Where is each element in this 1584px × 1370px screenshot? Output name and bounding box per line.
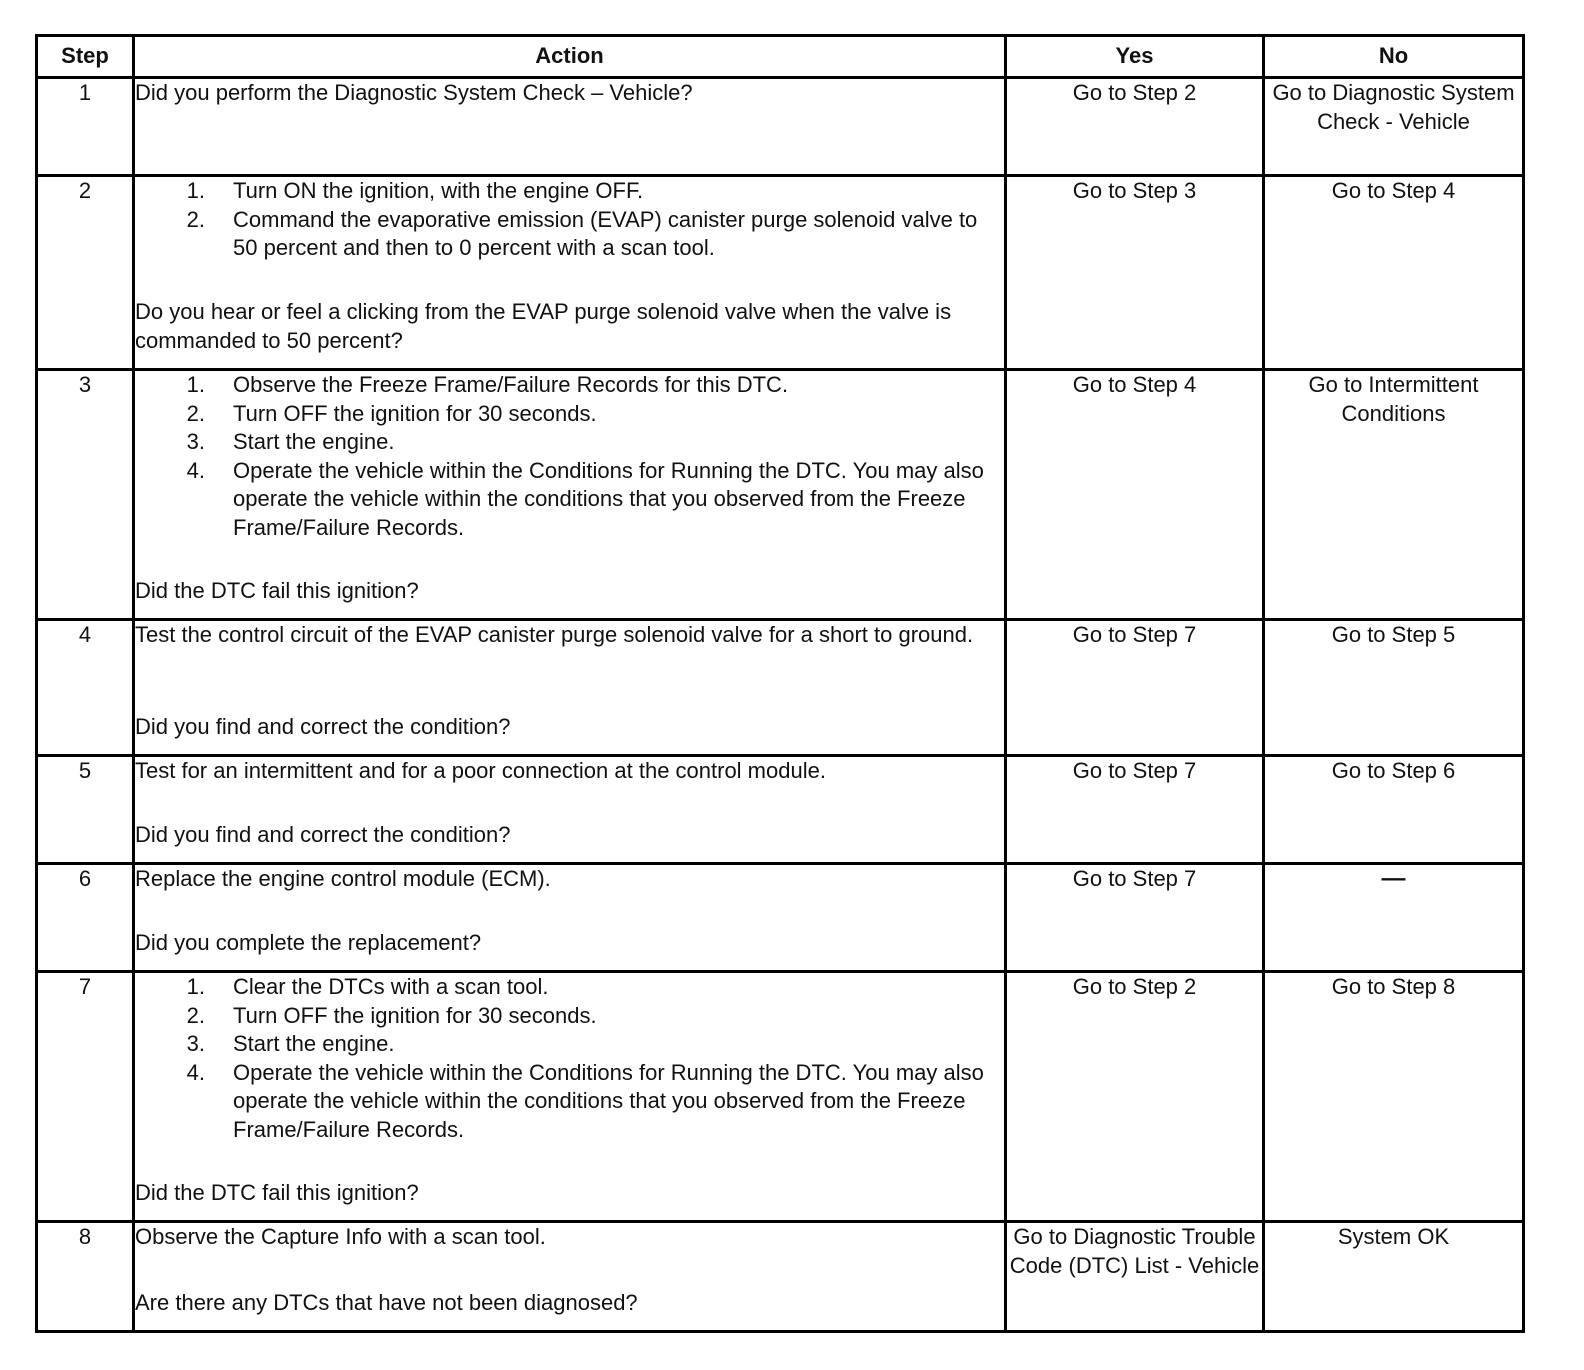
yes-cell: Go to Step 2 xyxy=(1006,78,1264,176)
list-item: 3. Start the engine. xyxy=(186,429,395,454)
question-text: Did you find and correct the condition? xyxy=(135,821,511,847)
action-cell xyxy=(134,176,1006,370)
action-text: Test the control circuit of the EVAP canister purge solenoid valve for a short to ground. xyxy=(135,622,974,647)
header-no: No xyxy=(1264,36,1524,78)
step-number: 7 xyxy=(37,972,134,1222)
yes-cell: Go to Step 4 xyxy=(1006,370,1264,620)
no-cell: Go to Step 8 xyxy=(1264,972,1524,1222)
question-text: Are there any DTCs that have not been diagnosed? xyxy=(135,1289,638,1315)
table-row xyxy=(37,756,1524,864)
list-item: 4. Operate the vehicle within the Conditions for Running the DTC. You may also operate the vehicle within the conditions that you observed from the Freeze Frame/Failure Records. xyxy=(186,1059,984,1142)
header-step: Step xyxy=(37,36,134,78)
list-item: 3. Start the engine. xyxy=(186,1031,395,1056)
action-cell xyxy=(134,1222,1006,1332)
list-item: 2. Turn OFF the ignition for 30 seconds. xyxy=(186,1002,597,1028)
action-cell xyxy=(134,972,1006,1222)
question-text: Did the DTC fail this ignition? xyxy=(135,1179,419,1205)
step-number: 4 xyxy=(37,620,134,756)
action-cell xyxy=(134,370,1006,620)
no-cell: System OK xyxy=(1264,1222,1524,1332)
step-number: 2 xyxy=(37,176,134,370)
dash-placeholder: — xyxy=(1381,865,1406,892)
diagnostic-table xyxy=(35,34,1525,1333)
list-item: 1. Clear the DTCs with a scan tool. xyxy=(186,974,549,999)
question-text: Do you hear or feel a clicking from the EVAP purge solenoid valve when the valve is commanded to 50 percent? xyxy=(135,299,952,353)
no-cell: Go to Step 4 xyxy=(1264,176,1524,370)
yes-cell: Go to Diagnostic Trouble Code (DTC) List - Vehicle xyxy=(1006,1222,1264,1332)
table-row xyxy=(37,370,1524,620)
list-item: 2. Command the evaporative emission (EVAP) canister purge solenoid valve to 50 percent and then to 0 percent with a scan tool. xyxy=(186,206,978,260)
table-row xyxy=(37,972,1524,1222)
yes-cell: Go to Step 7 xyxy=(1006,756,1264,864)
action-cell xyxy=(134,620,1006,756)
step-number: 5 xyxy=(37,756,134,864)
table-row xyxy=(37,1222,1524,1332)
list-item: 1. Turn ON the ignition, with the engine OFF. xyxy=(186,178,644,203)
action-text: Test for an intermittent and for a poor connection at the control module. xyxy=(135,758,826,783)
table-row xyxy=(37,78,1524,176)
step-number: 1 xyxy=(37,78,134,176)
action-cell xyxy=(134,756,1006,864)
yes-cell: Go to Step 7 xyxy=(1006,620,1264,756)
no-cell: Go to Diagnostic System Check - Vehicle xyxy=(1264,78,1524,176)
action-text: Observe the Capture Info with a scan tool. xyxy=(135,1224,546,1249)
instruction-list xyxy=(135,973,1004,1144)
header-row xyxy=(37,36,1524,78)
yes-cell: Go to Step 7 xyxy=(1006,864,1264,972)
no-cell: Go to Step 5 xyxy=(1264,620,1524,756)
list-item: 4. Operate the vehicle within the Conditions for Running the DTC. You may also operate the vehicle within the conditions that you observed from the Freeze Frame/Failure Records. xyxy=(186,457,984,540)
yes-cell: Go to Step 2 xyxy=(1006,972,1264,1222)
step-number: 6 xyxy=(37,864,134,972)
instruction-list xyxy=(135,177,1004,263)
no-cell: Go to Intermittent Conditions xyxy=(1264,370,1524,620)
instruction-list xyxy=(135,371,1004,542)
action-text: Replace the engine control module (ECM). xyxy=(135,866,551,891)
table-row xyxy=(37,620,1524,756)
table-row xyxy=(37,864,1524,972)
list-item: 2. Turn OFF the ignition for 30 seconds. xyxy=(186,400,597,426)
question-text: Did you complete the replacement? xyxy=(135,929,482,955)
yes-cell: Go to Step 3 xyxy=(1006,176,1264,370)
step-number: 8 xyxy=(37,1222,134,1332)
table-row xyxy=(37,176,1524,370)
action-cell xyxy=(134,78,1006,176)
no-cell xyxy=(1264,864,1524,972)
action-cell xyxy=(134,864,1006,972)
list-item: 1. Observe the Freeze Frame/Failure Records for this DTC. xyxy=(186,372,789,397)
question-text: Did you find and correct the condition? xyxy=(135,713,511,739)
question-text: Did the DTC fail this ignition? xyxy=(135,577,419,603)
step-number: 3 xyxy=(37,370,134,620)
header-action: Action xyxy=(134,36,1006,78)
action-text: Did you perform the Diagnostic System Check – Vehicle? xyxy=(135,80,693,105)
no-cell: Go to Step 6 xyxy=(1264,756,1524,864)
header-yes: Yes xyxy=(1006,36,1264,78)
